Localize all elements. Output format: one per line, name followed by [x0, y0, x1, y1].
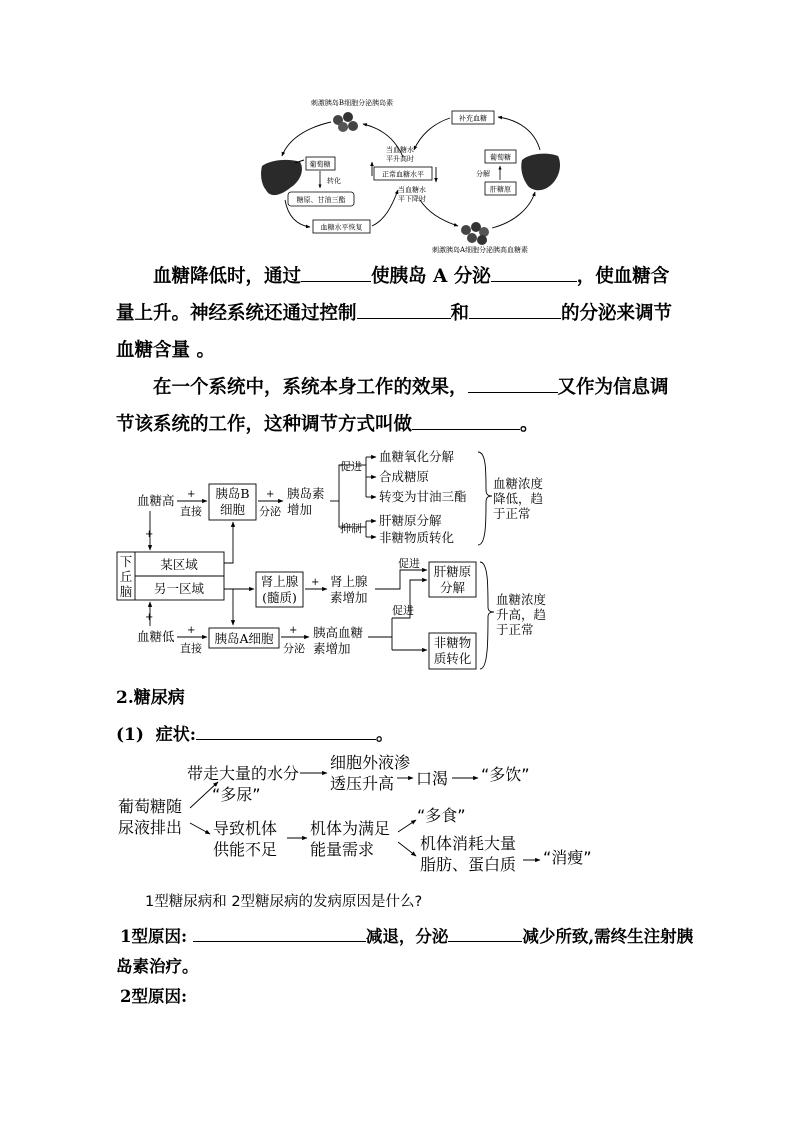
duoshi-text: “多食”: [417, 806, 466, 825]
glucose-text-right: 葡萄糖: [490, 153, 511, 162]
supply-text-2: 供能不足: [213, 840, 278, 859]
result1-line1: 血糖浓度: [493, 476, 544, 491]
type1-text-mid: 减退，分泌: [365, 927, 449, 946]
right-liver-icon: [521, 154, 560, 191]
symptom-blank[interactable]: [196, 723, 376, 740]
result-brace-1: [478, 452, 492, 545]
type1-blank-1[interactable]: [193, 925, 366, 942]
convert-text: 转化: [327, 177, 341, 185]
type1-label: 1型原因:: [120, 927, 188, 946]
blank-6[interactable]: [412, 411, 520, 430]
type1-text-end: 减少所致,需终生注射胰: [522, 927, 694, 946]
arrow-to-supply: [190, 823, 210, 834]
para1-text-2: 使胰岛 A 分泌: [371, 266, 491, 287]
symptom-line: [116, 720, 393, 745]
fall-text-2: 平下降时: [398, 195, 426, 203]
supply-text-1: 导致机体: [213, 819, 278, 838]
arrow-to-supplement: [498, 117, 540, 150]
left-liver-icon: [261, 160, 302, 195]
section-title-diabetes: 2.糖尿病: [116, 688, 185, 708]
fall-text-1: 当血糖水: [398, 186, 426, 194]
type2-label: 2型原因:: [120, 987, 188, 1006]
plus-6: +: [187, 625, 196, 636]
symptom-label: 症状:: [155, 725, 197, 745]
low-glucose-text: 血糖低: [137, 629, 175, 644]
blood-glucose-cycle-diagram: [261, 98, 560, 254]
inhibit-label: 抑制: [340, 522, 362, 535]
arrow-to-duoshi: [398, 820, 416, 832]
rise-text-2: 平升高时: [386, 155, 414, 163]
arrow-to-right-liver: [492, 192, 535, 228]
plus-5: +: [145, 612, 154, 623]
para1-text-3: ，使血糖含量上升。神经系统还通过控制: [116, 266, 670, 324]
result1-line3: 于正常: [493, 506, 531, 521]
need-text-2: 能量需求: [310, 840, 375, 859]
hypo-char-1: 下: [119, 554, 133, 569]
liver-glycogen-text: 肝糖原: [490, 185, 511, 194]
plus-2: +: [266, 489, 275, 500]
promote-label-3: 促进: [392, 604, 414, 617]
beta-text-1: 胰岛B: [215, 486, 250, 501]
supplement-text: 补充血糖: [459, 114, 487, 123]
region-b-text: 另一区域: [153, 581, 205, 596]
effect-triglyceride: 转变为甘油三酯: [379, 489, 467, 504]
plus-3: +: [145, 529, 154, 540]
type1-cause: [120, 920, 700, 953]
alpha-cells-icon: [461, 222, 489, 245]
duoyin-text: “多饮”: [481, 765, 530, 784]
para2-text-2: 又作为信息调节该系统的工作，这种调节方式叫做: [116, 377, 669, 435]
liver-glycogen-text-2b: 分解: [439, 580, 466, 595]
insulin-text-2: 增加: [287, 502, 313, 517]
effect-non-sugar-inhibit: 非糖物质转化: [379, 530, 455, 545]
plus-7: +: [289, 625, 298, 636]
consume-text-2: 脂肪、蛋白质: [420, 855, 517, 874]
result2-line1: 血糖浓度: [496, 592, 547, 607]
region-a-text: 某区域: [160, 557, 198, 572]
thin-text: “消瘦”: [543, 848, 592, 867]
para2-text-1: 在一个系统中，系统本身工作的效果，: [153, 377, 468, 398]
result1-line2: 降低，趋: [493, 491, 544, 506]
high-glucose-text: 血糖高: [137, 493, 175, 508]
arrow-region-to-beta: [224, 522, 233, 563]
paragraph-low-glucose: [116, 258, 686, 369]
osm-text-2: 透压升高: [330, 774, 395, 793]
secrete-label-1: 分泌: [259, 505, 281, 518]
thirst-text: 口渴: [416, 769, 449, 788]
symptom-number: (1): [116, 725, 144, 745]
blank-2[interactable]: [491, 263, 577, 282]
promote-label-1: 促进: [340, 460, 362, 473]
hypo-char-2: 丘: [119, 569, 133, 584]
secrete-label-2: 分泌: [283, 642, 305, 655]
adrenal-text-2: (髓质): [262, 590, 297, 605]
plus-1: +: [187, 489, 196, 500]
liver-glycogen-text-2a: 肝糖原: [433, 564, 472, 579]
blank-3[interactable]: [357, 300, 451, 319]
urine-text-1: 葡萄糖随: [118, 797, 183, 816]
hormone-regulation-diagram: [117, 449, 547, 669]
arrow-to-left-liver: [282, 122, 331, 156]
stimulate-alpha-label: 刺激胰岛A细胞分泌胰高血糖素: [431, 246, 529, 254]
urine-text-2: 尿液排出: [118, 818, 183, 837]
adrenal-text-1: 肾上腺: [260, 574, 299, 589]
effect-oxidation: 血糖氧化分解: [379, 449, 455, 464]
para1-text-4: 和: [450, 303, 470, 324]
para1-text-5: 的分泌来调节血糖含量 。: [116, 303, 673, 361]
para2-text-3: 。: [520, 414, 539, 435]
adrenaline-text-1: 肾上腺: [330, 574, 368, 589]
stimulate-beta-label: 刺激胰岛B细胞分泌胰岛素: [310, 99, 394, 107]
question-text: 1型糖尿病和 2型糖尿病的发病原因是什么?: [145, 894, 423, 910]
consume-text-1: 机体消耗大量: [420, 834, 517, 853]
insulin-text-1: 胰岛素: [287, 486, 325, 501]
arrow-to-consume: [398, 842, 416, 856]
decompose-text: 分解: [476, 170, 490, 178]
blank-4[interactable]: [469, 300, 561, 319]
para1-text-1: 血糖降低时，通过: [153, 266, 302, 287]
effect-glycogen-synthesis: 合成糖原: [379, 469, 430, 484]
beta-cells-icon: [333, 112, 358, 132]
adrenaline-text-2: 素增加: [330, 590, 368, 605]
beta-text-2: 细胞: [219, 502, 246, 517]
effect-liver-glycogen-inhibit: 肝糖原分解: [379, 513, 442, 528]
normal-level-text: 正常血糖水平: [382, 170, 424, 179]
type1-blank-2[interactable]: [448, 925, 522, 942]
nonsugar-text-1: 非糖物: [433, 635, 472, 650]
arrow-adrenaline-to-liver: [375, 570, 427, 589]
alpha-text: 胰岛A细胞: [214, 631, 274, 646]
osm-text-1: 细胞外液渗: [330, 753, 411, 772]
glucagon-text-2: 素增加: [313, 641, 351, 656]
glycogen-text: 糖原、甘油三酯: [296, 196, 346, 204]
symptom-end: 。: [376, 725, 394, 745]
arrow-supplement-to-normal: [414, 118, 450, 150]
arrow-recover-to-normal: [372, 190, 398, 226]
plus-4: +: [311, 577, 320, 588]
direct-label-2: 直接: [180, 642, 202, 655]
paragraph-feedback: [116, 369, 686, 443]
result2-line3: 于正常: [496, 622, 534, 637]
nonsugar-text-2: 质转化: [433, 651, 472, 666]
result-brace-2: [480, 562, 494, 669]
hypo-char-3: 脑: [119, 584, 133, 599]
glucagon-text-1: 胰高血糖: [313, 625, 364, 640]
need-text-1: 机体为满足: [310, 819, 391, 838]
blank-5[interactable]: [468, 374, 558, 393]
direct-label-1: 直接: [180, 505, 202, 518]
glucose-text-left: 葡萄糖: [309, 160, 331, 169]
blank-1[interactable]: [301, 263, 371, 282]
insulin-bracket: [339, 465, 354, 527]
promote-label-2: 促进: [398, 557, 420, 570]
water-text: 带走大量的水分: [187, 764, 300, 783]
recover-text: 血糖水平恢复: [320, 223, 363, 232]
type1-line2: 岛素治疗。: [116, 957, 199, 976]
diabetes-symptom-diagram: [118, 753, 592, 874]
arrow-to-alpha: [420, 200, 458, 226]
rise-text-1: 当血糖水: [386, 146, 414, 154]
duoniao-text: “多尿”: [212, 785, 261, 804]
result2-line2: 升高，趋: [496, 607, 547, 622]
